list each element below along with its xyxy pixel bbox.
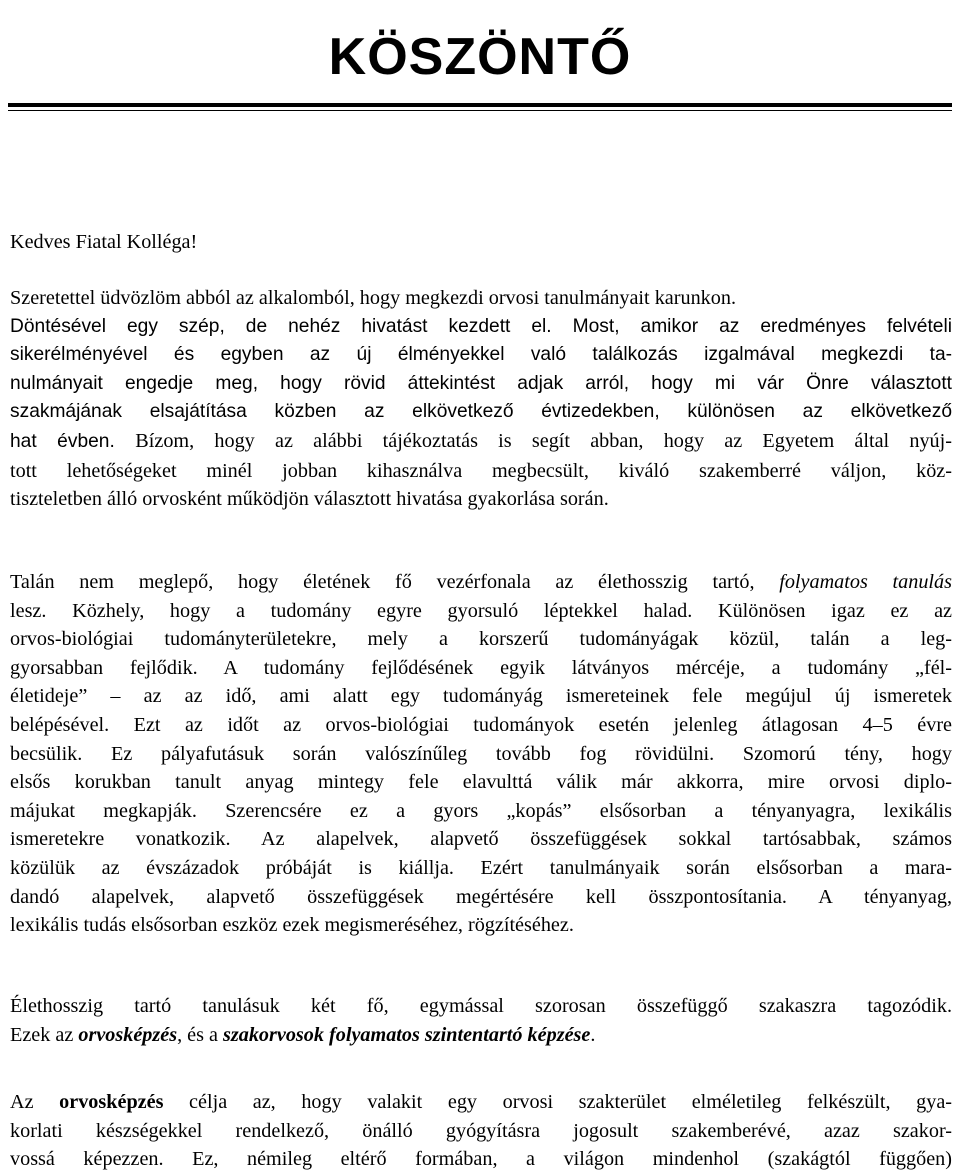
p1-line-3: sikerélményével és egyben az új élményekkel való találkozás izgalmával megkezdi ta-: [10, 344, 952, 366]
p1-line-8: tiszteletben álló orvosként működjön választott hivatása gyakorlása során.: [10, 488, 609, 511]
p4-emphasis-medical-training: orvosképzés: [59, 1091, 164, 1113]
p2-line-10: ismeretekre vonatkozik. Az alapelvek, alapvető összefüggések sokkal tartósabbak, számos: [10, 828, 952, 851]
p3-line-2-a: Ezek az: [10, 1023, 79, 1046]
p1-line-6-a: hat évben.: [10, 430, 136, 452]
paragraph-2: [10, 568, 952, 940]
p3-line-2-e: .: [590, 1023, 596, 1046]
p2-line-11: közülük az évszázadok próbáját is kiállja. Ezért tanulmányaik során elsősorban a mara-: [10, 856, 952, 879]
p3-emphasis-medical-training: orvosképzés: [78, 1023, 178, 1046]
p2-line-12: dandó alapelvek, alapvető összefüggések megértésére kell összpontosítania. A tényanyag,: [10, 885, 952, 908]
p4-line-1-c: célja az, hogy valakit egy orvosi szakterület elméletileg felkészült, gya-: [163, 1091, 952, 1113]
p2-line-6: belépésével. Ezt az időt az orvos-biológiai tudományok esetén jelenleg átlagosan 4–5 évre: [10, 713, 952, 736]
p2-line-1: [10, 568, 952, 597]
p1-line-6-b: Bízom, hogy az alábbi tájékoztatás is segít abban, hogy az Egyetem által nyúj-: [135, 429, 952, 452]
paragraph-1: [10, 284, 952, 514]
p1-line-7: tott lehetőségeket minél jobban kihasználva megbecsült, kiváló szakemberré váljon, köz-: [10, 459, 952, 482]
paragraph-4: [10, 1088, 952, 1174]
p1-line-5: szakmájának elsajátítása közben az elkövetkező évtizedekben, különösen az elkövetkező: [10, 401, 952, 423]
p1-line-1: Szeretettel üdvözlöm abból az alkalomból, hogy megkezdi orvosi tanulmányait karunkon.: [10, 287, 736, 309]
p1-line-2: Döntésével egy szép, de nehéz hivatást kezdett el. Most, amikor az eredményes felvételi: [10, 315, 952, 337]
page-title: KÖSZÖNTŐ: [328, 28, 632, 86]
p4-line-1-a: Az: [10, 1091, 60, 1113]
p3-line-1: Élethosszig tartó tanulásuk két fő, egymással szorosan összefüggő szakaszra tagozódik.: [10, 995, 952, 1017]
title-rule-thick: [8, 103, 952, 107]
p4-line-2: korlati készségekkel rendelkező, önálló gyógyításra jogosult szakemberévé, azaz szakor-: [10, 1119, 952, 1142]
p2-line-1-a: Talán nem meglepő, hogy életének fő vezérfonala az élethosszig tartó,: [10, 571, 780, 593]
title-rule-thin: [8, 110, 952, 111]
p2-line-7: becsülik. Ez pályafutásuk során valószínűleg tovább fog rövidülni. Szomorú tény, hogy: [10, 742, 952, 765]
p3-line-2-c: , és a: [177, 1023, 224, 1046]
greeting: [10, 228, 952, 257]
p2-line-5: életideje” – az az idő, ami alatt egy tudományág ismereteinek fele megújul új ismeretek: [10, 685, 952, 708]
paragraph-3: [10, 992, 952, 1049]
p3-emphasis-specialist-training: szakorvosok folyamatos szintentartó képzése: [223, 1023, 591, 1046]
p2-line-2: lesz. Közhely, hogy a tudomány egyre gyorsuló léptekkel halad. Különösen igaz ez az: [10, 599, 952, 622]
p2-line-3: orvos-biológiai tudományterületekre, mely a korszerű tudományágak közül, talán a leg-: [10, 628, 952, 651]
p4-line-1: [10, 1088, 952, 1117]
p2-line-4: gyorsabban fejlődik. A tudomány fejlődésének egyik látványos mércéje, a tudomány „fél-: [10, 656, 952, 679]
greeting-text: Kedves Fiatal Kolléga!: [10, 231, 198, 253]
p2-emphasis-continuous-learning: folyamatos tanulás: [779, 571, 952, 593]
p4-line-3: vossá képezzen. Ez, némileg eltérő formában, a világon mindenhol (szakágtól függően): [10, 1148, 952, 1171]
p2-line-13: lexikális tudás elsősorban eszköz ezek megismeréséhez, rögzítéséhez.: [10, 914, 574, 937]
p1-line-6: [10, 427, 952, 457]
p3-line-2: [10, 1021, 952, 1050]
p2-line-8: elsős korukban tanult anyag mintegy fele elavulttá válik már akkorra, mire orvosi diplo-: [10, 771, 952, 794]
p1-line-4: nulmányait engedje meg, hogy rövid áttekintést adjak arról, hogy mi vár Önre választott: [10, 372, 952, 394]
p2-line-9: májukat megkapják. Szerencsére ez a gyors „kopás” elsősorban a tényanyagra, lexikális: [10, 799, 952, 822]
